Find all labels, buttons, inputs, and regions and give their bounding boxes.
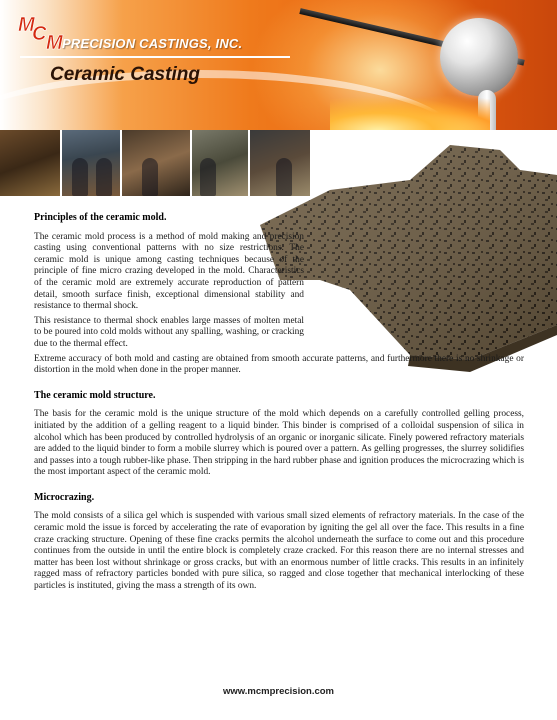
logo-letter-m: M [18, 14, 35, 36]
header-divider [20, 56, 290, 58]
foundry-photo [192, 130, 250, 196]
logo-letter-m2: M [46, 32, 63, 54]
paragraph: The basis for the ceramic mold is the unique structure of the mold which depends on a carefully controlled gelling process, initiated by the addition of a gelling reagent to a liquid binder. This binder is comprised of a colloidal suspension of silica in alcohol which has been produced by controlled hydrolysis of an organic or inorganic silicate. Finely powered refractory materials are added to the liquid binder to form a mobile slurrey which is poured over a pattern. As gelling progresses, the slurrey solidifies and passes into a tough rubber-like phase. Then stripping in the hard rubber phase and ignition produces the microcrazing which is the most important aspect of the ceramic mold. [34, 409, 524, 478]
paragraph: The mold consists of a silica gel which is suspended with various small sized elements of refractory materials. In the case of the ceramic mold the issue is forced by accelerating the rate of evaporation by igniting the gel all over the face. This results in a fine craze cracking structure. Opening of these fine cracks permits the alcohol underneath the surface to come out and this procedure continues from the outside in until the entire block is completely craze cracked. For this reason there are no internal stresses and matter has been lost without shrinkage or gross cracks, but with an enormous number of little cracks. This results in an infinitely ragged mass of refractory particles bonded with pure silica, so ragged and close together that mechanical interlocking of these particles is instituted, giving the mass a strength of its own. [34, 511, 524, 592]
worker-figure [200, 158, 216, 196]
company-name: PRECISION CASTINGS, INC. [62, 36, 243, 51]
article-body [34, 212, 524, 596]
section-spacer [34, 482, 524, 492]
paragraph: This resistance to thermal shock enables large masses of molten metal to be poured into cold molds without any spalling, washing, or cracking due to the thermal effect. [34, 315, 304, 349]
section-heading: Microcrazing. [34, 491, 95, 503]
flames-image [330, 95, 490, 130]
paragraph: Extreme accuracy of both mold and casting are obtained from smooth accurate patterns, and furthermore there is no shrinkage or distortion in the mold when done in the proper manner. [34, 353, 524, 376]
crucible-image [440, 18, 518, 96]
section-spacer [34, 380, 524, 390]
worker-figure [72, 158, 88, 196]
section-heading: Principles of the ceramic mold. [34, 212, 167, 223]
header-banner [0, 0, 557, 130]
foundry-photo [62, 130, 122, 196]
foundry-photo [122, 130, 192, 196]
foundry-photo [0, 130, 62, 196]
worker-figure [142, 158, 158, 196]
logo-letter-c: C [32, 23, 47, 45]
page-title: Ceramic Casting [50, 64, 200, 85]
worker-figure [96, 158, 112, 196]
section-heading: The ceramic mold structure. [34, 389, 156, 401]
footer-website-url: www.mcmprecision.com [222, 686, 335, 697]
paragraph: The ceramic mold process is a method of mold making and precision casting using conventional patterns with no size restrictions. The ceramic mold is unique among casting techniques because of the principle of fine micro crazing developed in the mold. Characteristics of the ceramic mold are extremely accurate reproduction of pattern detail, smooth surface finish, exceptional dimensional stability and resistance to thermal shock. [34, 231, 304, 312]
